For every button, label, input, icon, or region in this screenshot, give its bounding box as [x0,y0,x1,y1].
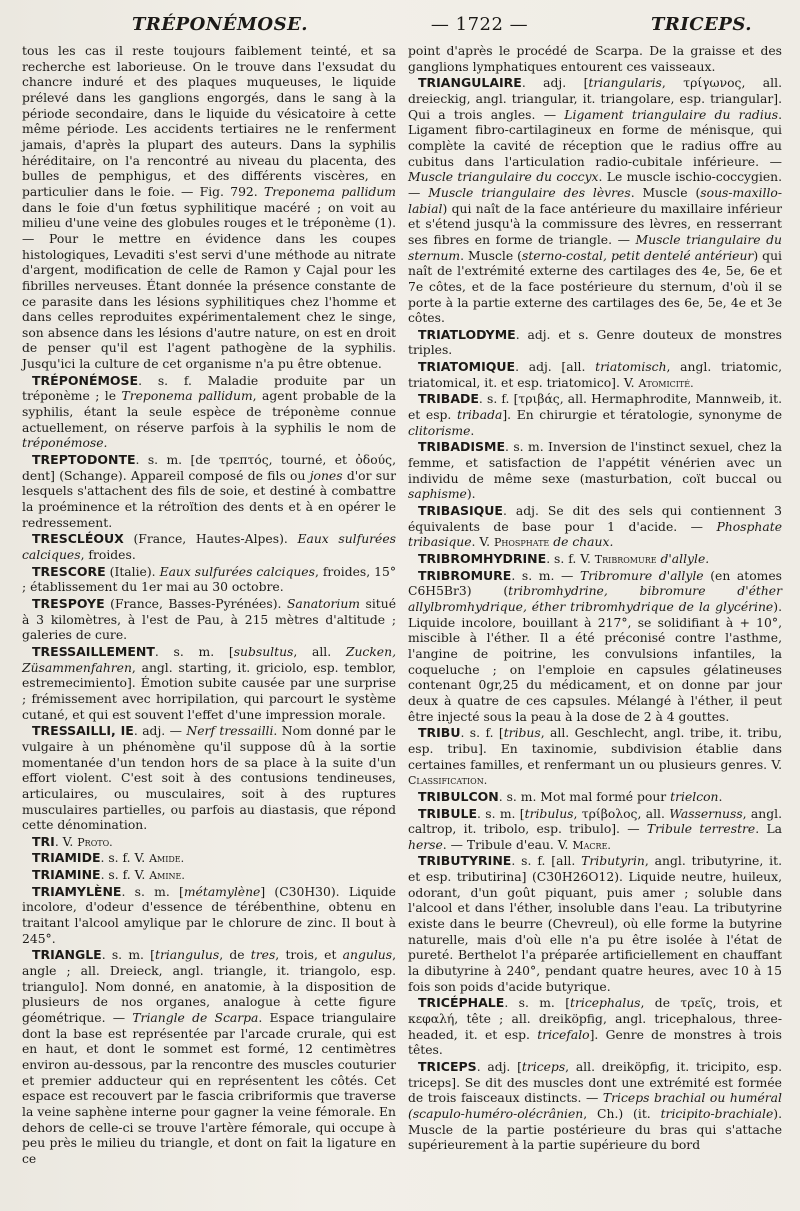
entry-continuation: tous les cas il reste toujours faiblement teinté, et sa recherche est laborieuse. On le trouve dans l'exsudat du chancre induré et des plaques muqueuses, le liquide prélevé dans les ganglions engorgés, dans le sang à la période secondaire, dans le liquide du vésicatoire à cette même période. Les accidents tertiaires ne le renferment jamais, d'après la plupart des auteurs. Dans la syphilis héréditaire, on l'a rencontré au niveau du placenta, des bulles de pemphigus, et des différents viscères, en particulier dans le foie. — Fig. 792. Treponema pallidum dans le foie d'un fœtus syphilitique macéré ; on voit au milieu d'une veine des globules rouges et le tréponème (1). — Pour le mettre en évidence dans les coupes histologiques, Levaditi s'est servi d'une méthode au nitrate d'argent, modification de celle de Ramon y Cajal pour les fibrilles nerveuses. Étant donnée la présence constante de ce parasite dans les lésions syphilitiques chez l'homme et dans celles reproduites expérimentalement chez le singe, son absence dans les lésions d'autre nature, on est en droit de penser qu'il est l'agent pathogène de la syphilis. Jusqu'ici la culture de cet organisme n'a pu être obtenue. [22,44,396,372]
entry-tribade: TRIBADE. s. f. [τριβάς, all. Hermaphrodite, Mannweib, it. et esp. tribada]. En chirurgie et tératologie, synonyme de clitorisme. [408,391,783,438]
headword: TRIBULE [418,805,477,821]
headword: TRICÉPHALE [418,995,505,1011]
entry-triamide: TRIAMIDE. s. f. V. Amide. [32,850,185,866]
entry-tri: TRI. V. Proto. [32,833,113,849]
headword: TRIANGULAIRE [418,75,522,91]
entry-tribule: TRIBULE. s. m. [tribulus, τρίβολος, all. Wassernuss, angl. caltrop, it. tribolo, esp. tribulo]. — Tribule terrestre. La herse. — Tribule d'eau. V. Macre. [408,805,782,852]
headword: TRICEPS [418,1059,477,1074]
entry-tributyrine: TRIBUTYRINE. s. f. [all. Tributyrin, angl. tributyrine, it. et esp. tributirina] (C30H26O12). Liquide neutre, huileux, odorant, d'un goût piquant, puis amer ; soluble dans l'alcool et dans l'éther, insoluble dans l'eau. La tributyrine existe dans le beurre (Chevreul), où elle forme la butyrine naturelle, mais d'où elle n'a pu être isolée à l'état de pureté. Berthelot l'a préparée artificiellement en chauffant la dibutyrine à 240°, pendant quatre heures, avec 10 à 15 fois son poids d'acide butyrique. [408,853,782,994]
entry-tribadisme: TRIBADISME. s. m. Inversion de l'instinct sexuel, chez la femme, et satisfaction de l'appétit vénérien avec un individu de même sexe (masturbation, coït buccal ou saphisme). [408,439,782,502]
headword: TRIBULCON [418,788,499,804]
headword: TRESSAILLI, IE [32,723,134,739]
headword: TRIBROMHYDRINE [418,551,547,566]
headword: TRIBASIQUE [418,503,503,519]
left-column [22,44,396,1168]
entry-tribulcon: TRIBULCON. s. m. Mot mal formé pour trielcon. [418,788,723,804]
entry-triamine: TRIAMINE. s. f. V. Amine. [32,867,185,883]
entry-trespoye: TRESPOYE (France, Basses-Pyrénées). Sanatorium situé à 3 kilomètres, à l'est de Pau, à 215 mètres d'altitude ; galeries de cure. [22,595,396,643]
headword: TRI [32,833,55,849]
entry-triatomique: TRIATOMIQUE. adj. [all. triatomisch, angl. triatomic, triatomical, it. et esp. triatomico]. V. Atomicité. [408,359,783,390]
headword: TRIBROMURE [418,567,512,583]
headword: TRIATLODYME [418,326,516,342]
entry-tribromure: TRIBROMURE. s. m. — Tribromure d'allyle (en atomes C6H5Br3) (tribromhydrine, bibromure d'éther allylbromhydrique, éther tribromhydrique de la glycérine). Liquide incolore, bouillant à 217°, se solidifiant à + 10°, miscible à l'éther. Il a été préconisé contre l'asthme, l'angine de poitrine, les convulsions infantiles, la coqueluche ; on l'emploie en capsules gélatineuses contenant 0gr,25 du médicament, et on donne par jour deux à quatre de ces capsules. Mélangé à l'éther, il peut être injecté sous la peau à la dose de 2 à 4 gouttes. [408,567,783,724]
headword: TRIATOMIQUE [418,359,516,375]
headword: TRIAMYLÈNE [32,883,122,899]
entry-trescore: TRESCORE (Italie). Eaux sulfurées calciques, froides, 15° ; établissement du 1er mai au 30 octobre. [22,563,396,595]
headword: TRIBU [418,725,461,741]
headword: TRESPOYE [32,595,105,611]
right-running-head: TRICEPS. [651,14,752,35]
two-column-text [22,44,782,1168]
page-header [22,14,782,44]
entry-tressaillement: TRESSAILLEMENT. s. m. [subsultus, all. Zucken, Züsammenfahren, angl. starting, it. griciolo, esp. temblor, estremecimiento]. Émotion subite causée par une surprise ; frémissement avec horripilation, qui parcourt le système cutané, et qui est souvent l'effet d'une impression morale. [22,643,396,722]
entry-triatlodyme: TRIATLODYME. adj. et s. Genre douteux de monstres triples. [408,326,782,358]
headword: TRESSAILLEMENT [32,643,155,659]
entry-triangulaire: TRIANGULAIRE. adj. [triangularis, τρίγωνος, all. dreieckig, angl. triangular, it. triangolare, esp. triangular]. Qui a trois angles. — Ligament triangulaire du radius. Ligament fibro-cartilagineux en forme de ménisque, qui complète la cavité de réception que le radius offre au cubitus dans l'articulation radio-cubitale inférieure. — Muscle triangulaire du coccyx. Le muscle ischio-coccygien. — Muscle triangulaire des lèvres. Muscle (sous-maxillo-labial) qui naît de la face antérieure du maxillaire inférieur et s'étend jusqu'à la commissure des lèvres, en resserrant ses fibres en forme de triangle. — Muscle triangulaire du sternum. Muscle (sterno-costal, petit dentelé antérieur) qui naît de l'extrémité externe des cartilages des 4e, 5e, 6e et 7e côtes, et de la face postérieure du sternum, d'où il se porte à la partie externe des cartilages des 6e, 5e, 4e et 3e côtes. [408,75,782,326]
entry-treponemose: TRÉPONÉMOSE. s. f. Maladie produite par un tréponème ; le Treponema pallidum, agent probable de la syphilis, étant la seule espèce de tréponème connue actuellement, on réserve parfois à la syphilis le nom de tréponémose. [22,372,396,451]
entry-tribasique: TRIBASIQUE. adj. Se dit des sels qui contiennent 3 équivalents de base pour 1 d'acide. — Phosphate tribasique. V. Phosphate de chaux. [408,503,782,550]
headword: TRESCLÉOUX [32,531,124,547]
headword: TRIANGLE [32,947,102,963]
headword: TRIBADISME [418,439,506,455]
entry-tresclEoux: TRESCLÉOUX (France, Hautes-Alpes). Eaux sulfurées calciques, froides. [22,531,396,562]
entry-continuation: point d'après le procédé de Scarpa. De la graisse et des ganglions lymphatiques entourent ces vaisseaux. [408,44,782,74]
entry-tricephale: TRICÉPHALE. s. m. [tricephalus, de τρεῖς, trois, et κεφαλή, tête ; all. dreiköpfig, angl. tricephalous, three-headed, it. et esp. tricefalo]. Genre de monstres à trois têtes. [408,995,783,1058]
headword: TRIAMINE [32,867,101,883]
entry-tressailli: TRESSAILLI, IE. adj. — Nerf tressailli. Nom donné par le vulgaire à un phénomène qu'il suppose dû à la sortie momentanée d'un tendon hors de sa place à la suite d'un effort violent. C'est soit à des contusions tendineuses, articulaires, ou musculaires, soit à des ruptures musculaires partielles, ou parfois au diastasis, que répond cette dénomination. [22,723,396,833]
page-number: — 1722 — [430,14,529,35]
entry-triamylene: TRIAMYLÈNE. s. m. [métamylène] (C30H30). Liquide incolore, d'odeur d'essence de térébenthine, obtenu en traitant l'alcool amylique par le chlorure de zinc. Il bout à 245°. [22,883,396,946]
headword: TREPTODONTE [32,452,136,468]
entry-tribu: TRIBU. s. f. [tribus, all. Geschlecht, angl. tribe, it. tribu, esp. tribu]. En taxinomie, subdivision établie dans certaines familles, et renfermant un ou plusieurs genres. V. Classification. [408,725,782,788]
headword: TRIBADE [418,391,479,407]
entry-triangle: TRIANGLE. s. m. [triangulus, de tres, trois, et angulus, angle ; all. Dreieck, angl. triangle, it. triangolo, esp. triangulo]. Nom donné, en anatomie, à la disposition de plusieurs de nos organes, analogue à cette figure géométrique. — Triangle de Scarpa. Espace triangulaire dont la base est représentée par l'arcade crurale, qui est en haut, et dont le sommet est formé, 12 centimètres environ au-dessous, par la rencontre des muscles couturier et premier adducteur qui en représentent les côtés. Cet espace est recouvert par le fascia cribriformis que traverse la veine saphène interne pour gagner la veine fémorale. En dehors de celle-ci se trouve l'artère fémorale, qui occupe à peu près le milieu du triangle, et dont on fait la ligature en ce [22,947,396,1166]
entry-treptodonte: TREPTODONTE. s. m. [de τρεπτός, tourné, et ὀδούς, dent] (Schange). Appareil composé de fils ou jones d'or sur lesquels s'attachent des fils de soie, et destiné à combattre la proéminence et la rétroïtion des dents et à en opérer le redressement. [22,452,396,530]
headword: TRESCORE [32,563,106,579]
headword: TRÉPONÉMOSE [32,372,139,388]
left-running-head: TRÉPONÉMOSE. [132,14,309,35]
right-column [408,44,782,1168]
entry-tribromhydrine: TRIBROMHYDRINE. s. f. V. Tribromure d'allyle. [418,551,710,566]
entry-triceps: TRICEPS. adj. [triceps, all. dreiköpfig, it. tricipito, esp. triceps]. Se dit des muscles dont une extrémité est formée de trois faisceaux distincts. — Triceps brachial ou huméral (scapulo-huméro-olécrânien, Ch.) (it. tricipito-brachiale). Muscle de la partie postérieure du bras qui s'attache supérieurement à la partie supérieure du bord [408,1059,782,1153]
headword: TRIAMIDE [32,850,101,866]
headword: TRIBUTYRINE [418,853,512,869]
